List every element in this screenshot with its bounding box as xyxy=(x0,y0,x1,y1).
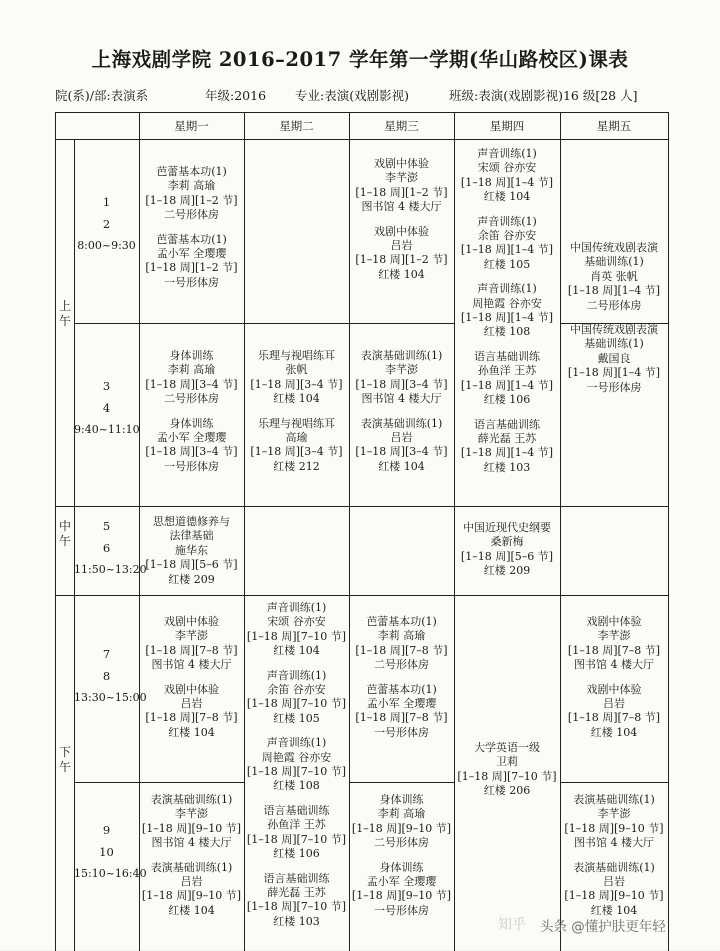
course-block xyxy=(454,282,560,340)
course-line: [1–18 周][3–4 节] xyxy=(250,377,343,391)
course-line: [1–18 周][7–8 节] xyxy=(567,711,661,725)
course-block xyxy=(244,669,349,727)
course-line: 二号形体房 xyxy=(164,208,219,222)
course-line: 声音训练(1) xyxy=(477,282,537,296)
course-line: 图书馆 4 楼大厅 xyxy=(151,836,232,850)
course-line: 大学英语一级 xyxy=(474,741,540,754)
course-cell xyxy=(454,147,560,485)
course-line: 红楼 104 xyxy=(590,725,638,739)
course-line: 一号形体房 xyxy=(164,459,219,473)
period-label-5-6 xyxy=(74,515,147,581)
course-line: 图书馆 4 楼大厅 xyxy=(574,658,654,672)
zhihu-watermark: 知乎 xyxy=(498,917,526,933)
course-block xyxy=(560,323,668,395)
course-cell xyxy=(454,741,560,809)
course-line: 二号形体房 xyxy=(374,658,429,672)
course-line: 戏剧中体验 xyxy=(164,615,219,628)
course-line: 表演基础训练(1) xyxy=(573,860,655,874)
course-line: 红楼 103 xyxy=(273,914,320,928)
course-cell xyxy=(349,615,454,750)
segment-char: 上 xyxy=(58,299,71,313)
grade-label: 年级:2016 xyxy=(205,88,267,103)
course-cell xyxy=(139,349,244,484)
period-number: 2 xyxy=(102,217,111,231)
course-line: 红楼 104 xyxy=(378,459,425,473)
course-line: 语言基础训练 xyxy=(474,417,540,431)
course-line: [1–18 周][1–4 节] xyxy=(460,311,554,325)
course-line: [1–18 周][1–2 节] xyxy=(145,261,238,275)
course-line: 红楼 104 xyxy=(378,267,425,281)
course-block xyxy=(139,793,244,851)
course-block xyxy=(349,861,454,919)
period-number: 4 xyxy=(102,401,111,415)
course-cell xyxy=(560,793,668,928)
course-line: [1–18 周][7–10 节] xyxy=(246,629,347,643)
period-time: 15:10~16:40 xyxy=(74,867,147,880)
course-line: 图书馆 4 楼大厅 xyxy=(151,658,232,672)
course-line: 孙鱼洋 王苏 xyxy=(477,364,537,378)
course-line: 孟小军 全璎璎 xyxy=(366,875,437,889)
grid-line xyxy=(560,782,668,783)
course-line: 图书馆 4 楼大厅 xyxy=(574,836,654,850)
course-line: 吕岩 xyxy=(603,697,625,711)
course-line: [1–18 周][5–6 节] xyxy=(145,558,238,572)
course-line: 周艳霞 谷亦安 xyxy=(472,296,542,310)
course-line: 李芊澎 xyxy=(385,363,418,377)
course-line: 张帆 xyxy=(285,363,308,377)
segment-char: 午 xyxy=(58,314,71,328)
course-line: 一号形体房 xyxy=(586,380,642,394)
course-cell xyxy=(244,349,349,484)
day-header-fri: 星期五 xyxy=(596,119,632,133)
course-line: [1–18 周][3–4 节] xyxy=(355,445,448,459)
period-label-1-2 xyxy=(74,191,139,257)
period-time: 9:40~11:10 xyxy=(74,423,140,436)
course-block xyxy=(349,157,454,215)
course-line: 戏剧中体验 xyxy=(374,157,429,170)
course-line: 红楼 206 xyxy=(483,784,531,798)
course-block xyxy=(349,615,454,673)
course-line: 红楼 104 xyxy=(483,190,531,204)
course-cell xyxy=(349,793,454,928)
course-line: 芭蕾基本功(1) xyxy=(156,232,227,246)
course-line: 二号形体房 xyxy=(164,392,219,406)
course-line: 戏剧中体验 xyxy=(164,682,219,696)
course-cell xyxy=(560,241,668,405)
course-line: [1–18 周][1–4 节] xyxy=(567,366,661,380)
course-line: 宋颂 谷亦安 xyxy=(267,615,326,629)
course-line: 二号形体房 xyxy=(374,836,429,850)
day-header-thu: 星期四 xyxy=(489,119,525,133)
course-line: [1–18 周][1–4 节] xyxy=(460,243,554,257)
course-line: 红楼 105 xyxy=(273,711,320,725)
course-line: 薛光磊 王苏 xyxy=(267,885,326,899)
course-block xyxy=(349,225,454,283)
course-line: 红楼 108 xyxy=(273,779,320,793)
course-line: [1–18 周][9–10 节] xyxy=(141,821,242,835)
course-line: 一号形体房 xyxy=(374,903,429,917)
period-number: 6 xyxy=(102,541,111,555)
period-number: 8 xyxy=(102,669,111,683)
course-line: 红楼 209 xyxy=(168,572,215,586)
course-line: 高瑜 xyxy=(285,431,308,445)
grid-line xyxy=(349,782,454,783)
course-line: 李芊澎 xyxy=(597,807,631,821)
course-line: 李莉 高瑜 xyxy=(167,179,216,193)
course-line: 表演基础训练(1) xyxy=(573,793,655,806)
course-line: 声音训练(1) xyxy=(266,736,327,750)
course-line: [1–18 周][1–2 节] xyxy=(355,253,448,267)
class-label: 班级:表演(戏剧影视)16 级[28 人] xyxy=(449,88,638,103)
course-line: [1–18 周][1–4 节] xyxy=(460,446,554,460)
period-label-7-8 xyxy=(74,643,147,709)
course-line: 红楼 104 xyxy=(590,903,638,917)
course-cell xyxy=(139,793,244,928)
course-block xyxy=(244,349,349,407)
course-line: [1–18 周][7–8 节] xyxy=(567,643,661,657)
course-line: 桑新梅 xyxy=(490,535,524,549)
course-line: 吕岩 xyxy=(180,875,203,889)
course-block xyxy=(454,147,560,205)
course-line: 周艳霞 谷亦安 xyxy=(261,750,332,764)
grid-line xyxy=(139,782,244,783)
course-line: [1–18 周][9–10 节] xyxy=(141,889,242,903)
period-number: 1 xyxy=(102,195,111,209)
period-time: 8:00~9:30 xyxy=(77,239,136,252)
page-title: 上海戏剧学院 2016–2017 学年第一学期(华山路校区)课表 xyxy=(91,48,629,71)
course-line: 表演基础训练(1) xyxy=(360,349,443,362)
period-number: 10 xyxy=(99,845,114,859)
course-cell xyxy=(560,615,668,750)
course-block xyxy=(139,861,244,919)
course-cell xyxy=(139,165,244,300)
course-line: 红楼 209 xyxy=(483,564,531,578)
course-block xyxy=(349,349,454,407)
course-cell xyxy=(139,515,244,597)
course-line: 戴国良 xyxy=(597,351,631,365)
course-line: 李芊澎 xyxy=(175,807,208,821)
course-cell xyxy=(349,349,454,484)
segment-afternoon xyxy=(56,745,74,775)
course-block xyxy=(244,872,349,930)
course-line: 宋颂 谷亦安 xyxy=(477,161,537,175)
course-line: 李莉 高瑜 xyxy=(377,807,426,821)
course-line: [1–18 周][1–4 节] xyxy=(460,175,554,189)
course-line: 声音训练(1) xyxy=(477,147,537,160)
course-line: [1–18 周][3–4 节] xyxy=(250,445,343,459)
course-line: 语言基础训练 xyxy=(263,803,330,817)
major-label: 专业:表演(戏剧影视) xyxy=(295,88,409,103)
course-line: 戏剧中体验 xyxy=(586,682,642,696)
period-number: 3 xyxy=(102,379,111,393)
course-block xyxy=(560,615,668,673)
course-line: 表演基础训练(1) xyxy=(150,860,233,874)
course-cell xyxy=(454,521,560,589)
segment-noon xyxy=(56,519,74,549)
course-line: 李莉 高瑜 xyxy=(377,629,426,643)
course-line: 中国近现代史纲要 xyxy=(463,521,551,534)
day-header-wed: 星期三 xyxy=(384,119,419,133)
department-label: 院(系)/部:表演系 xyxy=(55,88,149,103)
course-block xyxy=(139,615,244,673)
course-line: 肖英 张帆 xyxy=(590,269,638,283)
course-line: 声音训练(1) xyxy=(266,668,327,682)
period-number: 7 xyxy=(102,647,111,661)
grid-line xyxy=(74,782,139,783)
grid-line xyxy=(74,323,139,324)
course-line: 芭蕾基本功(1) xyxy=(366,682,437,696)
course-block xyxy=(139,233,244,291)
course-line: [1–18 周][1–4 节] xyxy=(567,284,661,298)
course-line: 吕岩 xyxy=(603,875,625,889)
course-line: [1–18 周][5–6 节] xyxy=(460,549,554,563)
course-line: [1–18 周][9–10 节] xyxy=(564,821,664,835)
course-line: 身体训练 xyxy=(169,349,214,362)
course-line: [1–18 周][3–4 节] xyxy=(145,445,238,459)
course-block xyxy=(454,350,560,408)
course-line: 中国传统戏剧表演 xyxy=(570,323,658,337)
course-block xyxy=(139,515,244,587)
course-line: 法律基础 xyxy=(169,529,214,543)
course-line: 余笛 谷亦安 xyxy=(477,229,537,243)
course-line: 吕岩 xyxy=(390,431,413,445)
course-line: 吕岩 xyxy=(390,239,413,253)
grid-line xyxy=(56,139,668,140)
course-line: 孟小军 全璎璎 xyxy=(366,697,437,711)
course-block xyxy=(244,601,349,659)
course-line: [1–18 周][9–10 节] xyxy=(564,889,664,903)
course-block xyxy=(349,417,454,475)
segment-char: 午 xyxy=(58,534,71,548)
course-line: 语言基础训练 xyxy=(474,349,540,363)
course-block xyxy=(454,741,560,799)
course-line: 孟小军 全璎璎 xyxy=(156,431,227,445)
course-line: [1–18 周][3–4 节] xyxy=(145,377,238,391)
course-line: 李芊澎 xyxy=(597,629,631,643)
course-line: [1–18 周][7–8 节] xyxy=(355,643,448,657)
course-line: [1–18 周][1–2 节] xyxy=(355,185,448,199)
course-line: [1–18 周][9–10 节] xyxy=(351,821,452,835)
course-block xyxy=(560,793,668,851)
course-line: 表演基础训练(1) xyxy=(360,416,443,430)
course-line: 红楼 104 xyxy=(168,903,215,917)
course-line: 吕岩 xyxy=(180,697,203,711)
segment-char: 午 xyxy=(58,760,71,774)
course-line: 红楼 106 xyxy=(483,393,531,407)
timetable xyxy=(55,112,669,951)
course-line: [1–18 周][7–10 节] xyxy=(246,832,347,846)
course-line: 余笛 谷亦安 xyxy=(267,683,326,697)
course-line: 红楼 106 xyxy=(273,847,320,861)
segment-char: 下 xyxy=(58,745,71,759)
course-line: 基础训练(1) xyxy=(584,337,644,351)
course-line: [1–18 周][3–4 节] xyxy=(355,377,448,391)
course-line: [1–18 周][7–8 节] xyxy=(355,711,448,725)
course-line: [1–18 周][7–8 节] xyxy=(145,711,238,725)
course-line: 图书馆 4 楼大厅 xyxy=(361,200,442,214)
course-line: 表演基础训练(1) xyxy=(150,793,233,806)
course-line: 图书馆 4 楼大厅 xyxy=(361,392,442,406)
period-number: 5 xyxy=(102,519,111,533)
course-cell xyxy=(349,157,454,292)
course-line: 声音训练(1) xyxy=(477,214,537,228)
course-line: 戏剧中体验 xyxy=(586,615,642,628)
course-line: [1–18 周][7–10 节] xyxy=(246,900,347,914)
course-block xyxy=(560,683,668,741)
course-block xyxy=(139,417,244,475)
course-block xyxy=(139,165,244,223)
course-line: 红楼 105 xyxy=(483,257,531,271)
course-line: 红楼 104 xyxy=(273,392,320,406)
course-line: 乐理与视唱练耳 xyxy=(258,349,335,362)
course-block xyxy=(560,861,668,919)
period-time: 11:50~13:20 xyxy=(74,563,147,576)
period-time: 13:30~15:00 xyxy=(74,691,147,704)
course-line: 李莉 高瑜 xyxy=(167,363,216,377)
course-block xyxy=(349,793,454,851)
course-block xyxy=(349,683,454,741)
segment-morning xyxy=(56,299,74,329)
course-line: 红楼 103 xyxy=(483,460,531,474)
course-block xyxy=(244,804,349,862)
course-line: 李芊澎 xyxy=(175,629,208,643)
course-line: 身体训练 xyxy=(379,860,424,874)
course-line: 二号形体房 xyxy=(586,298,642,312)
course-line: [1–18 周][7–10 节] xyxy=(246,697,347,711)
day-header-tue: 星期二 xyxy=(279,119,314,133)
course-cell xyxy=(139,615,244,750)
course-block xyxy=(454,215,560,273)
course-line: 一号形体房 xyxy=(374,725,429,739)
period-label-9-10 xyxy=(74,819,147,885)
grid-line xyxy=(56,506,668,507)
course-line: 身体训练 xyxy=(169,416,214,430)
course-line: 孟小军 全璎璎 xyxy=(156,247,227,261)
source-watermark: 头条 @懂护肤更年轻 xyxy=(540,919,666,935)
day-header-mon: 星期一 xyxy=(174,119,209,133)
course-line: 红楼 104 xyxy=(168,725,215,739)
course-line: 李芊澎 xyxy=(385,171,418,185)
course-line: 施华东 xyxy=(175,543,208,557)
course-line: 基础训练(1) xyxy=(584,255,644,269)
course-line: [1–18 周][9–10 节] xyxy=(351,889,452,903)
course-line: 薛光磊 王苏 xyxy=(477,431,537,445)
course-line: 乐理与视唱练耳 xyxy=(258,416,335,430)
course-line: 一号形体房 xyxy=(164,275,219,289)
course-line: [1–18 周][7–10 节] xyxy=(246,765,347,779)
course-line: [1–18 周][1–2 节] xyxy=(145,193,238,207)
course-line: 卫莉 xyxy=(496,755,518,769)
course-line: 红楼 212 xyxy=(273,459,320,473)
course-line: 声音训练(1) xyxy=(266,601,327,614)
course-line: [1–18 周][7–10 节] xyxy=(457,769,557,783)
course-block xyxy=(454,418,560,476)
course-line: 红楼 108 xyxy=(483,325,531,339)
course-block xyxy=(244,417,349,475)
course-line: 戏剧中体验 xyxy=(374,224,429,238)
course-line: 身体训练 xyxy=(379,793,424,806)
course-line: [1–18 周][7–8 节] xyxy=(145,643,238,657)
course-line: [1–18 周][1–4 节] xyxy=(460,378,554,392)
grid-line xyxy=(139,323,454,324)
course-block xyxy=(560,241,668,313)
course-block xyxy=(244,736,349,794)
course-line: 芭蕾基本功(1) xyxy=(156,165,227,178)
course-cell xyxy=(244,601,349,939)
course-block xyxy=(139,683,244,741)
course-line: 芭蕾基本功(1) xyxy=(366,615,437,628)
course-block xyxy=(454,521,560,579)
course-line: 中国传统戏剧表演 xyxy=(570,241,658,254)
period-label-3-4 xyxy=(74,375,139,441)
course-line: 孙鱼洋 王苏 xyxy=(267,818,326,832)
segment-char: 中 xyxy=(58,519,71,533)
period-number: 9 xyxy=(102,823,111,837)
course-line: 思想道德修养与 xyxy=(153,515,230,528)
course-line: 红楼 104 xyxy=(273,644,320,658)
course-block xyxy=(139,349,244,407)
course-line: 语言基础训练 xyxy=(263,871,330,885)
